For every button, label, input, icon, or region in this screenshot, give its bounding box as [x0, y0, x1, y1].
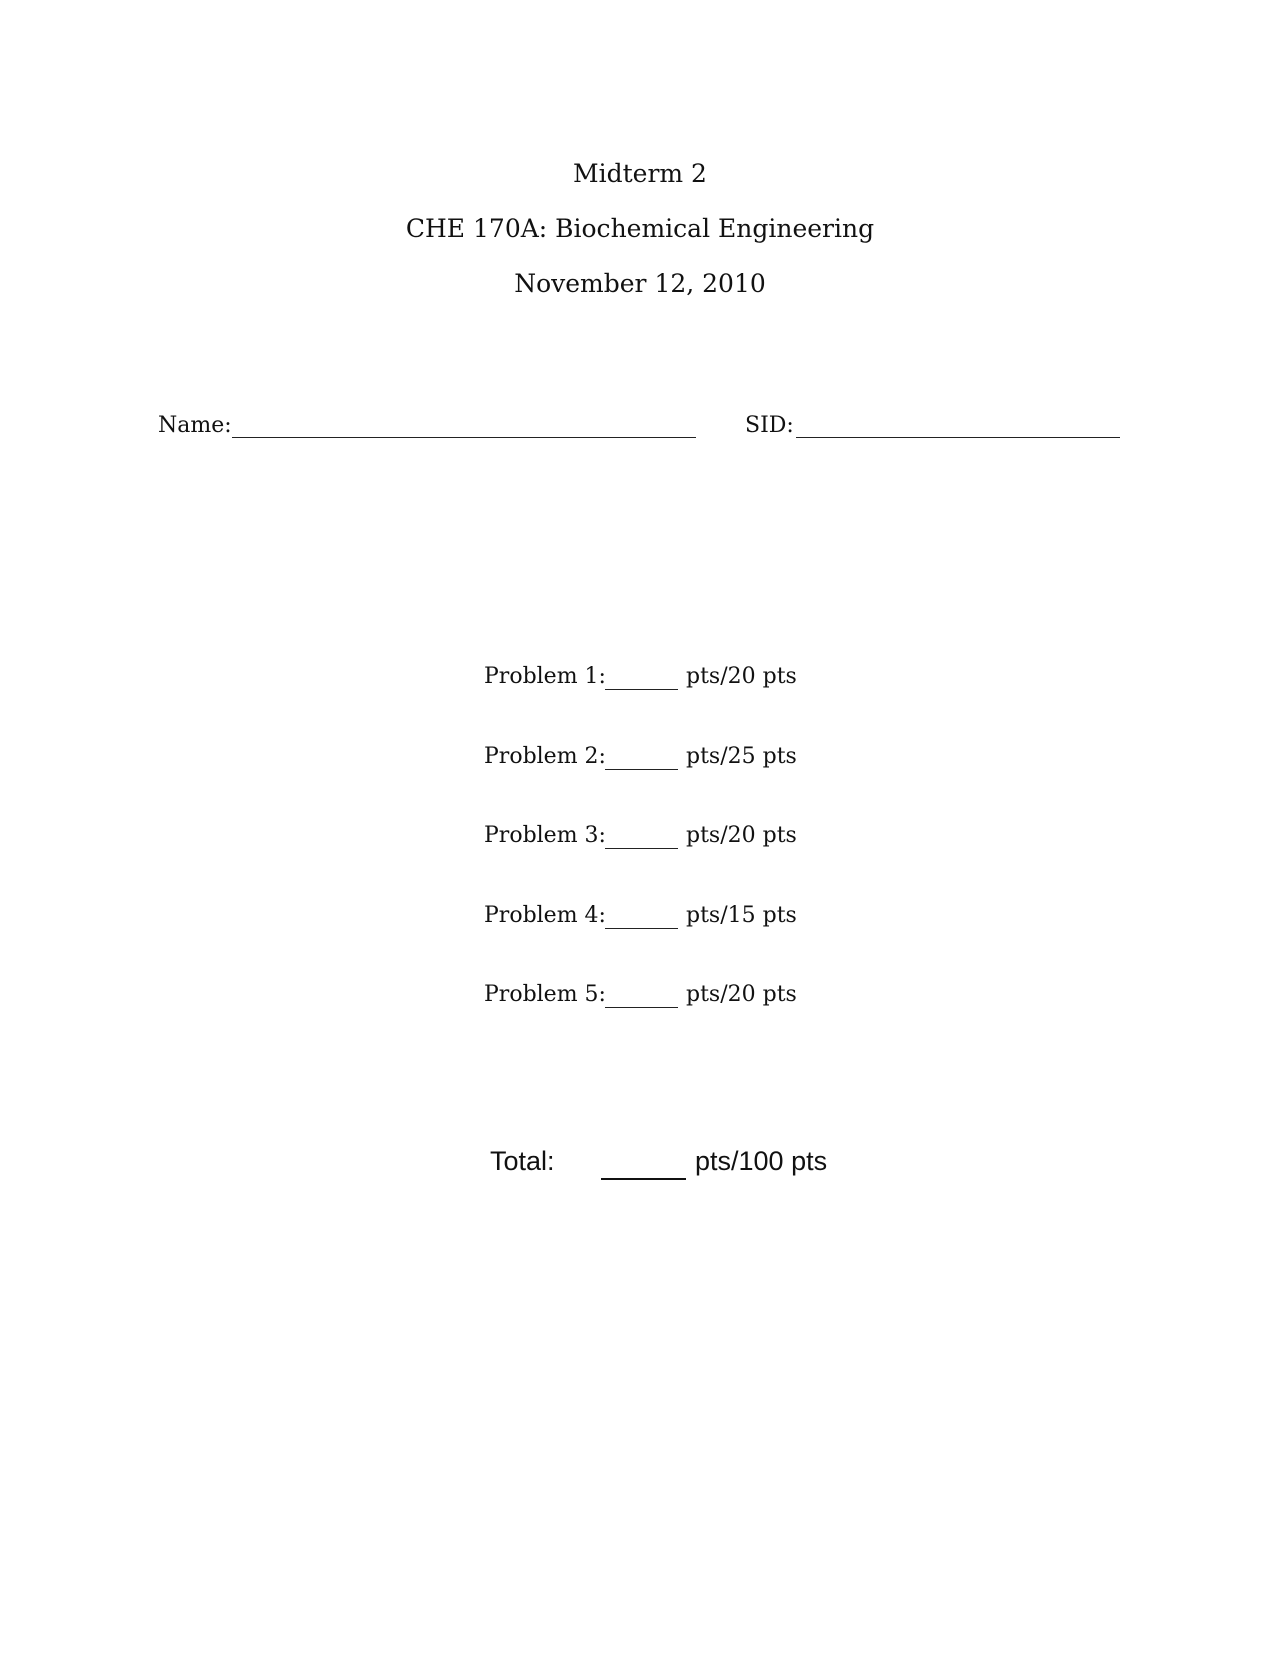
total-max-score: pts/100 pts [695, 1146, 828, 1176]
problem-max-score: pts/20 pts [686, 982, 797, 1007]
problem-label: Problem 3: [484, 823, 606, 848]
problem-score-blank[interactable] [605, 689, 678, 690]
name-blank-line[interactable] [232, 437, 696, 438]
sid-label: SID: [745, 413, 794, 438]
problem-max-score: pts/15 pts [686, 902, 797, 928]
problem-row-4 [484, 903, 844, 983]
name-label: Name: [158, 413, 232, 438]
problem-score-blank[interactable] [605, 928, 678, 929]
problem-row-5 [484, 982, 844, 1062]
problem-row-3 [484, 823, 844, 903]
exam-date: November 12, 2010 [514, 269, 766, 298]
exam-title: Midterm 2 [573, 159, 707, 188]
problem-max-score: pts/25 pts [686, 743, 797, 769]
student-id-row [158, 413, 1122, 443]
sid-blank-line[interactable] [796, 437, 1120, 438]
total-score-row [490, 1146, 870, 1186]
problem-label: Problem 1: [484, 664, 606, 689]
problem-score-blank[interactable] [605, 848, 678, 849]
problem-score-blank[interactable] [605, 769, 678, 770]
problem-score-blank[interactable] [605, 1007, 678, 1008]
problem-label: Problem 5: [484, 982, 606, 1007]
total-score-blank[interactable] [601, 1178, 686, 1180]
course-title: CHE 170A: Biochemical Engineering [405, 214, 875, 243]
problem-max-score: pts/20 pts [686, 823, 797, 848]
exam-header [0, 146, 1280, 311]
total-label: Total: [490, 1146, 555, 1176]
problem-label: Problem 2: [484, 743, 606, 769]
problem-label: Problem 4: [484, 902, 606, 928]
problem-row-2 [484, 744, 844, 824]
problem-row-1 [484, 664, 844, 744]
problem-score-list [484, 664, 844, 1062]
problem-max-score: pts/20 pts [686, 664, 797, 689]
